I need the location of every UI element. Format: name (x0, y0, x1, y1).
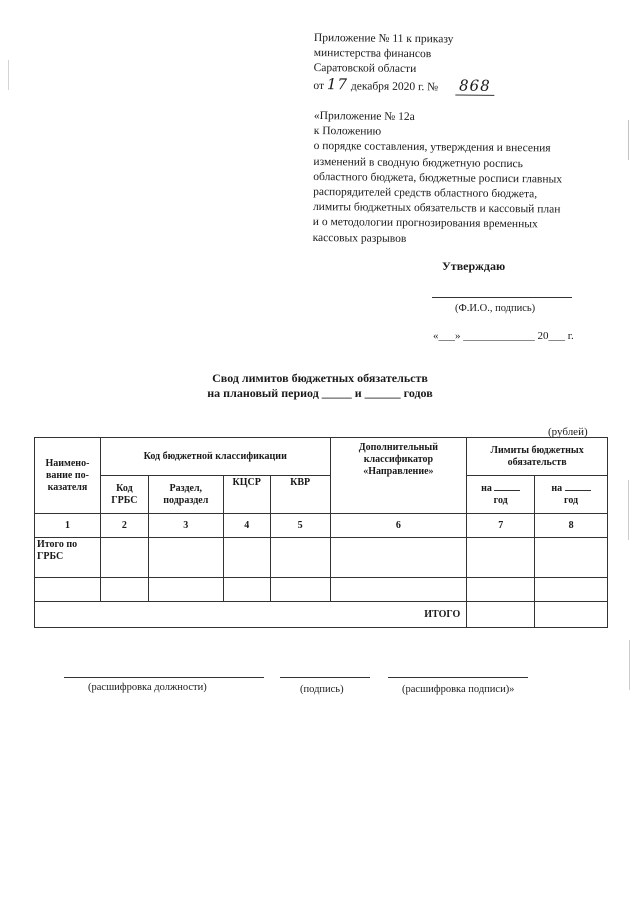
table-cell (148, 578, 223, 602)
year-1-blank (494, 490, 520, 491)
handwritten-day: 17 (326, 74, 349, 93)
regulation-line: «Приложение № 12а (313, 109, 415, 124)
footer-position-line (64, 677, 264, 678)
limits-table (34, 437, 608, 628)
col-header-year-2 (535, 476, 608, 514)
regulation-line: к Положению (313, 125, 382, 138)
appendix-line-1: Приложение № 11 к приказу (313, 31, 454, 46)
year-1-prefix: на (481, 482, 492, 494)
footer-decode-line (388, 677, 528, 678)
table-cell (535, 578, 608, 602)
scan-artifact (628, 480, 629, 540)
col-number: 3 (148, 514, 223, 538)
col-number: 7 (467, 514, 535, 538)
column-numbers-row (35, 514, 608, 538)
date-prefix: от (313, 79, 325, 92)
appendix-line-2: министерства финансов (313, 47, 432, 61)
document-subtitle: на плановый период _____ и ______ годов (207, 386, 433, 400)
table-cell (100, 578, 148, 602)
table-cell (270, 578, 330, 602)
table-cell (223, 578, 270, 602)
scan-artifact (628, 120, 629, 160)
appendix-header (313, 31, 614, 97)
col-group-budget-code: Код бюджетной классификации (100, 438, 330, 476)
col-number: 2 (100, 514, 148, 538)
currency-unit: (рублей) (548, 426, 588, 438)
regulation-line: изменений в сводную бюджетную роспись (313, 155, 523, 170)
footer-position-caption: (расшифровка должности) (88, 682, 207, 693)
row-label-total: ИТОГО (35, 602, 467, 628)
year-2-suffix: год (564, 494, 579, 506)
table-cell (535, 538, 608, 578)
table-cell (100, 538, 148, 578)
table-subheader-row (35, 476, 608, 514)
col-number: 6 (330, 514, 467, 538)
scan-artifact (629, 640, 630, 690)
year-1-suffix: год (493, 494, 508, 506)
col-group-limits: Лимиты бюджетных обязательств (467, 438, 608, 476)
regulation-line: и о методологии прогнозирования временных (312, 216, 538, 231)
year-2-prefix: на (551, 482, 563, 494)
handwritten-order-number: 868 (455, 76, 495, 95)
col-header-kvr: КВР (270, 476, 330, 514)
date-month-year: декабря 2020 г. № (350, 79, 439, 93)
year-2-blank (565, 490, 591, 491)
footer-signature-line (280, 677, 370, 678)
table-cell (223, 538, 270, 578)
col-header-grbs: Код ГРБС (100, 476, 148, 514)
table-cell (330, 578, 467, 602)
table-cell (467, 578, 535, 602)
col-header-kcsr: КЦСР (223, 476, 270, 514)
table-cell (467, 602, 535, 628)
table-row-empty (35, 578, 608, 602)
regulation-line: о порядке составления, утверждения и внесения (313, 140, 551, 155)
col-number: 5 (270, 514, 330, 538)
appendix-date-line (313, 74, 613, 97)
table-cell (270, 538, 330, 578)
table-cell (467, 538, 535, 578)
col-number: 4 (223, 514, 270, 538)
table-cell (35, 578, 101, 602)
table-cell (535, 602, 608, 628)
regulation-line: лимиты бюджетных обязательств и кассовый план (312, 201, 561, 216)
col-header-extra-classifier: Дополнительный классификатор «Направление» (330, 438, 467, 514)
approval-title: Утверждаю (442, 259, 506, 273)
table-row-grbs-total (35, 538, 608, 578)
col-header-year-1 (467, 476, 535, 514)
approval-signature-caption: (Ф.И.О., подпись) (455, 303, 536, 314)
col-number: 1 (35, 514, 101, 538)
approval-date-line: «___» _____________ 20___ г. (433, 330, 574, 342)
table-cell (330, 538, 467, 578)
table-cell (148, 538, 223, 578)
scan-artifact (8, 60, 9, 90)
table-header-row (35, 438, 608, 476)
col-header-name: Наимено-вание по-казателя (35, 438, 101, 514)
col-header-section: Раздел, подраздел (148, 476, 223, 514)
footer-signature-caption: (подпись) (300, 684, 344, 695)
footer-decode-caption: (расшифровка подписи)» (402, 684, 515, 695)
regulation-line: кассовых разрывов (312, 231, 407, 245)
table-row-total (35, 602, 608, 628)
regulation-line: распорядителей средств областного бюджета, (313, 186, 538, 201)
row-label-grbs-total: Итого по ГРБС (35, 538, 101, 578)
regulation-line: областного бюджета, бюджетные росписи главных (313, 170, 563, 186)
regulation-reference (313, 109, 609, 249)
col-number: 8 (535, 514, 608, 538)
appendix-line-3: Саратовской области (313, 62, 417, 76)
approval-signature-line (432, 297, 572, 298)
document-title: Свод лимитов бюджетных обязательств (212, 371, 428, 385)
